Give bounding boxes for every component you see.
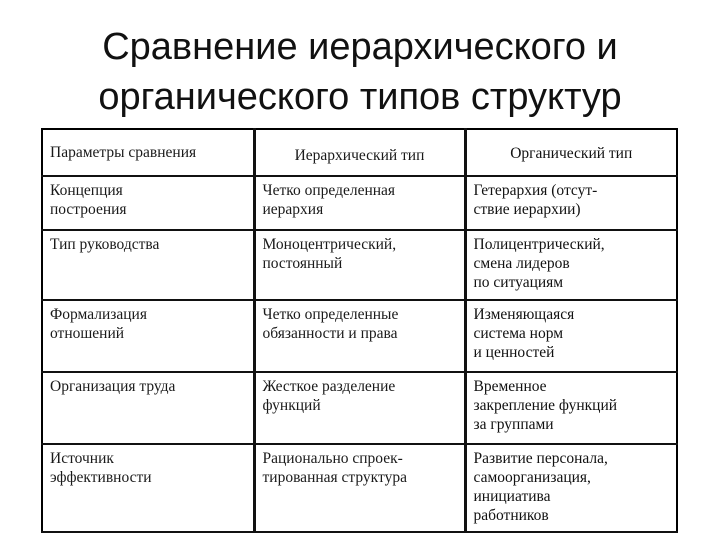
cell-organic: [465, 372, 677, 444]
cell-hierarchical: [254, 230, 465, 300]
slide-title-line-1: Сравнение иерархического и: [102, 26, 618, 68]
cell-organic: [465, 230, 677, 300]
cell-line: Временное: [473, 378, 547, 395]
cell-line: функций: [262, 397, 321, 414]
table-row: [42, 176, 677, 230]
cell-line: Концепция: [50, 182, 123, 199]
cell-line: эффективности: [50, 469, 152, 486]
cell-hierarchical: [254, 176, 465, 230]
cell-line: и ценностей: [473, 344, 555, 361]
cell-line: закрепление функций: [473, 397, 618, 414]
cell-line: Четко определенная: [262, 182, 396, 199]
cell-line: Четко определенные: [262, 306, 399, 323]
cell-line: иерархия: [262, 201, 324, 218]
cell-parameter: [42, 444, 254, 532]
header-hierarchical: Иерархический тип: [254, 129, 465, 176]
header-parameters: Параметры сравнения: [42, 129, 254, 176]
cell-line: по ситуациям: [473, 274, 564, 291]
cell-line: за группами: [473, 416, 554, 433]
cell-line: работников: [473, 507, 549, 524]
cell-line: Полицентрический,: [473, 236, 605, 253]
table-row: [42, 300, 677, 372]
cell-line: Развитие персонала,: [473, 450, 608, 467]
comparison-table: [41, 128, 678, 533]
cell-parameter: [42, 372, 254, 444]
table-header-row: [42, 129, 677, 176]
slide-title: [0, 22, 720, 122]
cell-line: Моноцентрический,: [262, 236, 397, 253]
cell-line: ствие иерархии): [473, 201, 581, 218]
cell-line: отношений: [50, 325, 125, 342]
header-organic: Органический тип: [465, 129, 677, 176]
cell-line: Тип руководства: [50, 236, 160, 253]
cell-line: построения: [50, 201, 127, 218]
cell-line: Формализация: [50, 306, 147, 323]
cell-line: тированная структура: [262, 469, 407, 486]
table-row: [42, 444, 677, 532]
cell-line: самоорганизация,: [473, 469, 591, 486]
cell-line: система норм: [473, 325, 564, 342]
slide-title-line-2: органического типов структур: [98, 76, 622, 118]
cell-line: смена лидеров: [473, 255, 570, 272]
cell-hierarchical: [254, 300, 465, 372]
cell-line: Рационально спроек-: [262, 450, 403, 467]
cell-line: инициатива: [473, 488, 551, 505]
cell-line: Источник: [50, 450, 114, 467]
cell-parameter: [42, 230, 254, 300]
cell-hierarchical: [254, 372, 465, 444]
cell-organic: [465, 300, 677, 372]
table-row: [42, 230, 677, 300]
cell-organic: [465, 444, 677, 532]
cell-parameter: [42, 176, 254, 230]
table-row: [42, 372, 677, 444]
cell-line: Организация труда: [50, 378, 176, 395]
cell-line: Гетерархия (отсут-: [473, 182, 598, 199]
cell-line: Жесткое разделение: [262, 378, 396, 395]
cell-parameter: [42, 300, 254, 372]
cell-organic: [465, 176, 677, 230]
cell-line: обязанности и права: [262, 325, 398, 342]
cell-line: постоянный: [262, 255, 343, 272]
cell-line: Изменяющаяся: [473, 306, 575, 323]
cell-hierarchical: [254, 444, 465, 532]
